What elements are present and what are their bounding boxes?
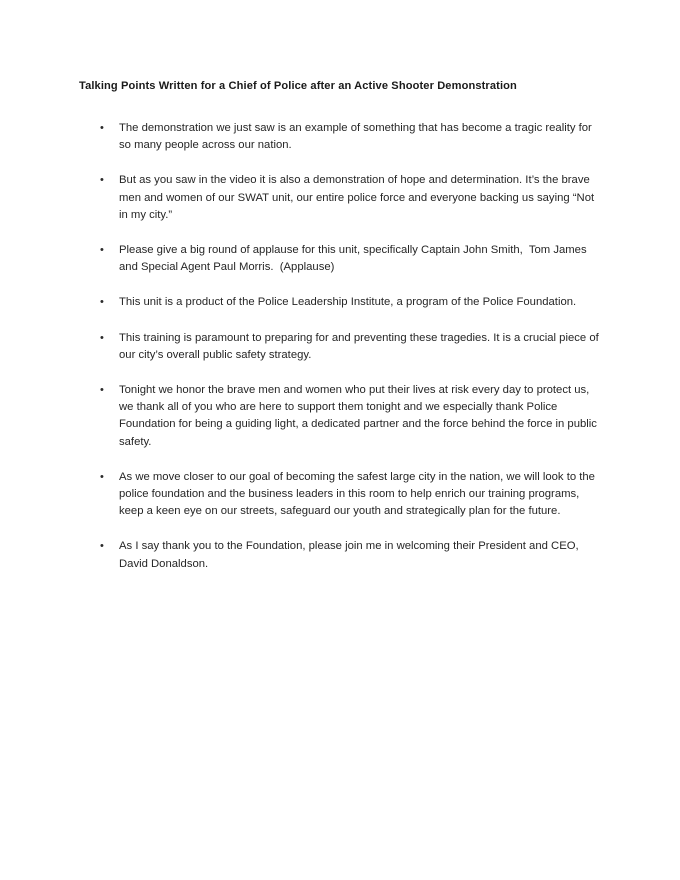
list-item xyxy=(79,382,601,451)
list-item-text: As we move closer to our goal of becoming the safest large city in the nation, we will look to the police foundation and the business leaders in this room to help enrich our training programs, keep a keen eye on our streets, safeguard our youth and strategically plan for the future. xyxy=(119,470,599,518)
list-item-text: As I say thank you to the Foundation, please join me in welcoming their President and CEO, David Donaldson. xyxy=(119,540,582,570)
bullet-icon: • xyxy=(100,331,104,344)
list-item-text: This training is paramount to preparing for and preventing these tragedies. It is a crucial piece of our city’s overall public safety strategy. xyxy=(119,331,602,361)
list-item-text: But as you saw in the video it is also a demonstration of hope and determination. It’s the brave men and women of our SWAT unit, our entire police force and everyone backing us saying “Not in my city.” xyxy=(119,174,598,221)
list-item-text: Tonight we honor the brave men and women who put their lives at risk every day to protect us, we thank all of you who are here to support them tonight and we especially thank Police Foundation for being a guiding light, a dedicated partner and the force behind the force in public safety. xyxy=(119,384,601,448)
list-item xyxy=(79,120,601,154)
bullet-icon: • xyxy=(100,122,104,134)
list-item xyxy=(79,172,601,224)
talking-points-list xyxy=(79,120,601,573)
list-item xyxy=(79,330,601,364)
list-item xyxy=(79,469,601,521)
bullet-icon: • xyxy=(100,244,104,257)
bullet-icon: • xyxy=(100,540,104,553)
list-item xyxy=(79,294,601,311)
list-item xyxy=(79,242,601,276)
list-item xyxy=(79,538,601,572)
page-title: Talking Points Written for a Chief of Police after an Active Shooter Demonstration xyxy=(79,80,517,92)
document-body xyxy=(79,78,601,573)
list-item-text: Please give a big round of applause for this unit, specifically Captain John Smith, Tom James and Special Agent Paul Morris. (Applause) xyxy=(119,244,590,274)
bullet-icon: • xyxy=(100,470,104,483)
bullet-icon: • xyxy=(100,384,104,397)
bullet-icon: • xyxy=(100,174,104,187)
bullet-icon: • xyxy=(100,296,104,309)
list-item-text: This unit is a product of the Police Leadership Institute, a program of the Police Foundation. xyxy=(119,296,577,309)
list-item-text: The demonstration we just saw is an example of something that has become a tragic reality for so many people across our nation. xyxy=(119,122,595,152)
